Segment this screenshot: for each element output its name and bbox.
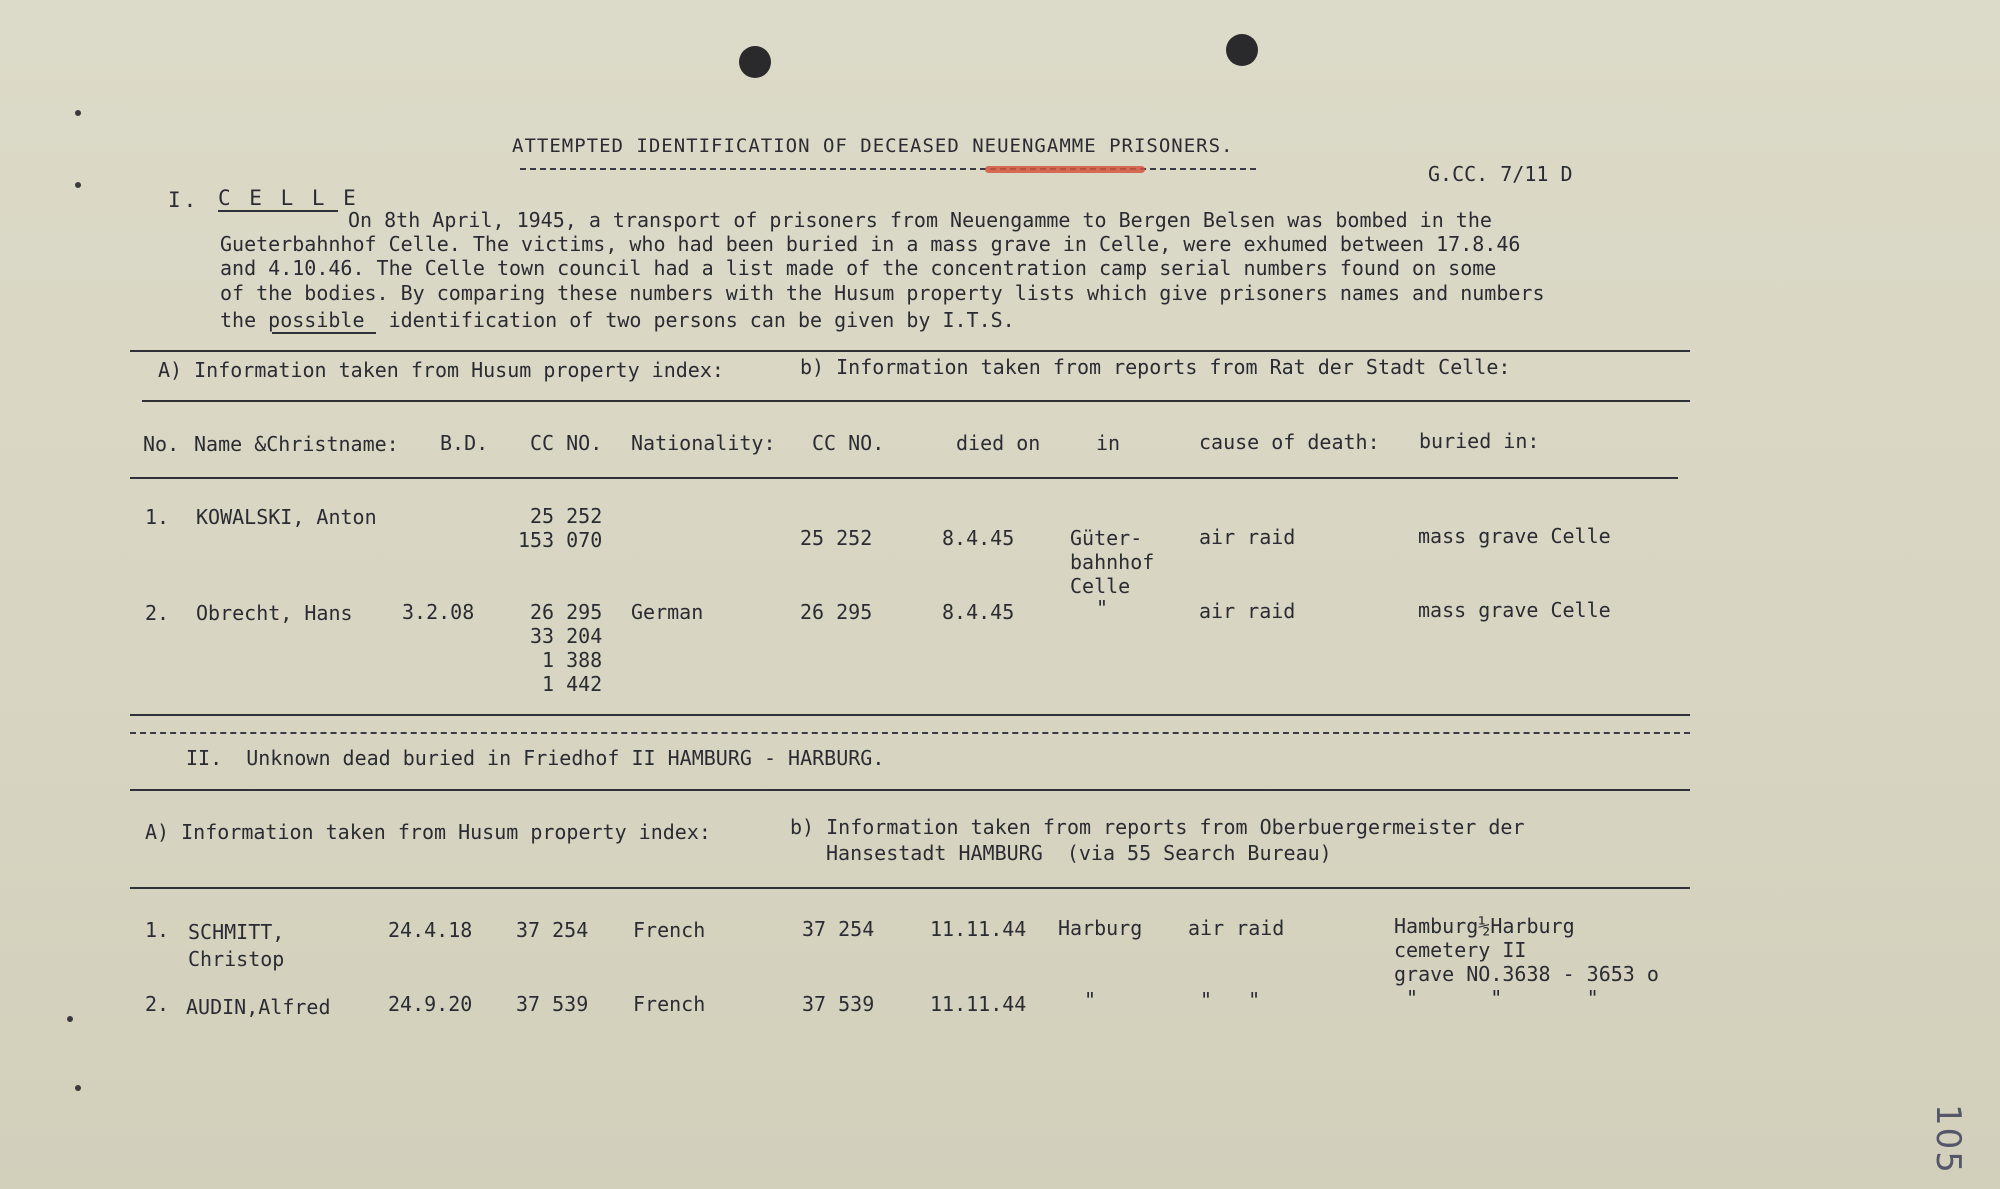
col-header-cc-no-b: CC NO. [812,431,885,455]
punch-hole-right [1226,34,1258,66]
margin-mark [75,1085,81,1091]
death-place: bahnhof [1070,550,1155,574]
margin-mark [75,110,81,116]
section-numeral: I. [168,188,200,212]
row-number: 2. [145,992,170,1016]
birth-date: 24.9.20 [388,992,473,1016]
prisoner-name: SCHMITT, [188,920,285,944]
death-place: Celle [1070,574,1131,598]
cc-number: 1 442 [542,672,603,696]
rule [130,477,1678,479]
reference-code: G.CC. 7/11 D [1428,162,1573,186]
rule [130,789,1690,791]
section2-heading: II. Unknown dead buried in Friedhof II HAMBURG - HARBURG. [186,746,885,770]
birth-date: 3.2.08 [402,600,475,624]
death-date: 11.11.44 [930,992,1027,1016]
row-number: 1. [145,918,170,942]
cc-number: 25 252 [530,504,603,528]
burial-place: " " " [1406,986,1599,1010]
section-divider [130,732,1690,734]
page-number-stamp: 105 [1928,1104,1968,1175]
paragraph-line: of the bodies. By comparing these numbers with the Husum property lists which give prisoners names and numbers [220,281,1545,305]
nationality: French [633,918,706,942]
cc-number-report: 37 254 [802,917,875,941]
death-place: " [1084,988,1097,1012]
rule [130,887,1690,889]
heading-underline [218,210,338,212]
row-number: 2. [145,601,170,625]
paragraph-line: Gueterbahnhof Celle. The victims, who had been buried in a mass grave in Celle, were exhumed between 17.8.46 [220,232,1521,256]
col-header-nationality: Nationality: [631,431,776,455]
margin-mark [67,1016,73,1022]
birth-date: 24.4.18 [388,918,473,942]
paragraph-line: and 4.10.46. The Celle town council had a list made of the concentration camp serial numbers found on some [220,256,1497,280]
cause-of-death: air raid [1199,599,1296,623]
margin-mark [75,182,81,188]
cc-number-report: 25 252 [800,526,873,550]
info-source-a: A) Information taken from Husum property index: [158,358,724,382]
prisoner-name: KOWALSKI, Anton [196,505,377,529]
cc-number: 1 388 [542,648,603,672]
prisoner-name: Obrecht, Hans [196,601,353,625]
death-date: 11.11.44 [930,917,1027,941]
col-header-died-on: died on [956,431,1041,455]
cc-number: 37 254 [516,918,589,942]
death-place: Güter- [1070,526,1143,550]
col-header-no: No. [143,432,180,456]
death-date: 8.4.45 [942,600,1015,624]
cc-number: 37 539 [516,992,589,1016]
col-header-in: in [1096,431,1121,455]
death-place: Harburg [1058,916,1143,940]
punch-hole-left [739,46,771,78]
burial-place: Hamburg½Harburg [1394,914,1575,938]
possible-underline [272,332,376,334]
cause-of-death: air raid [1199,525,1296,549]
paragraph-line: On 8th April, 1945, a transport of prisoners from Neuengamme to Bergen Belsen was bombed in the [348,208,1492,232]
death-date: 8.4.45 [942,526,1015,550]
col-header-bd: B.D. [440,431,489,455]
col-header-name: Name &Christname: [194,432,399,456]
info-source-b: b) Information taken from reports from Oberbuergermeister der [790,815,1525,839]
red-pencil-mark [985,166,1145,173]
info-source-b: Hansestadt HAMBURG (via 55 Search Bureau) [826,841,1332,865]
section-heading: C E L L E [218,186,359,210]
burial-place: mass grave Celle [1418,598,1611,622]
document-title: ATTEMPTED IDENTIFICATION OF DECEASED NEUENGAMME PRISONERS. [512,135,1234,157]
prisoner-name: AUDIN,Alfred [186,995,331,1019]
paragraph-line: the possible identification of two persons can be given by I.T.S. [220,308,1015,332]
cc-number: 26 295 [530,600,603,624]
col-header-cc-no-a: CC NO. [530,431,603,455]
cause-of-death: air raid [1188,916,1285,940]
prisoner-name: Christop [188,947,285,971]
info-source-a: A) Information taken from Husum property index: [145,820,711,844]
title-underline [520,168,1256,170]
rule [130,350,1690,352]
rule [142,400,1690,402]
cc-number-report: 26 295 [800,600,873,624]
cc-number-report: 37 539 [802,992,875,1016]
col-header-cause: cause of death: [1199,430,1380,454]
death-place: " [1096,596,1109,620]
burial-place: grave NO.3638 - 3653 o [1394,962,1659,986]
cause-of-death: " " [1200,988,1261,1012]
nationality: French [633,992,706,1016]
row-number: 1. [145,505,170,529]
cc-number: 33 204 [530,624,603,648]
rule [130,714,1690,716]
info-source-b: b) Information taken from reports from Rat der Stadt Celle: [800,355,1511,379]
nationality: German [631,600,704,624]
col-header-buried: buried in: [1419,429,1540,453]
burial-place: cemetery II [1394,938,1527,962]
burial-place: mass grave Celle [1418,524,1611,548]
cc-number: 153 070 [518,528,603,552]
